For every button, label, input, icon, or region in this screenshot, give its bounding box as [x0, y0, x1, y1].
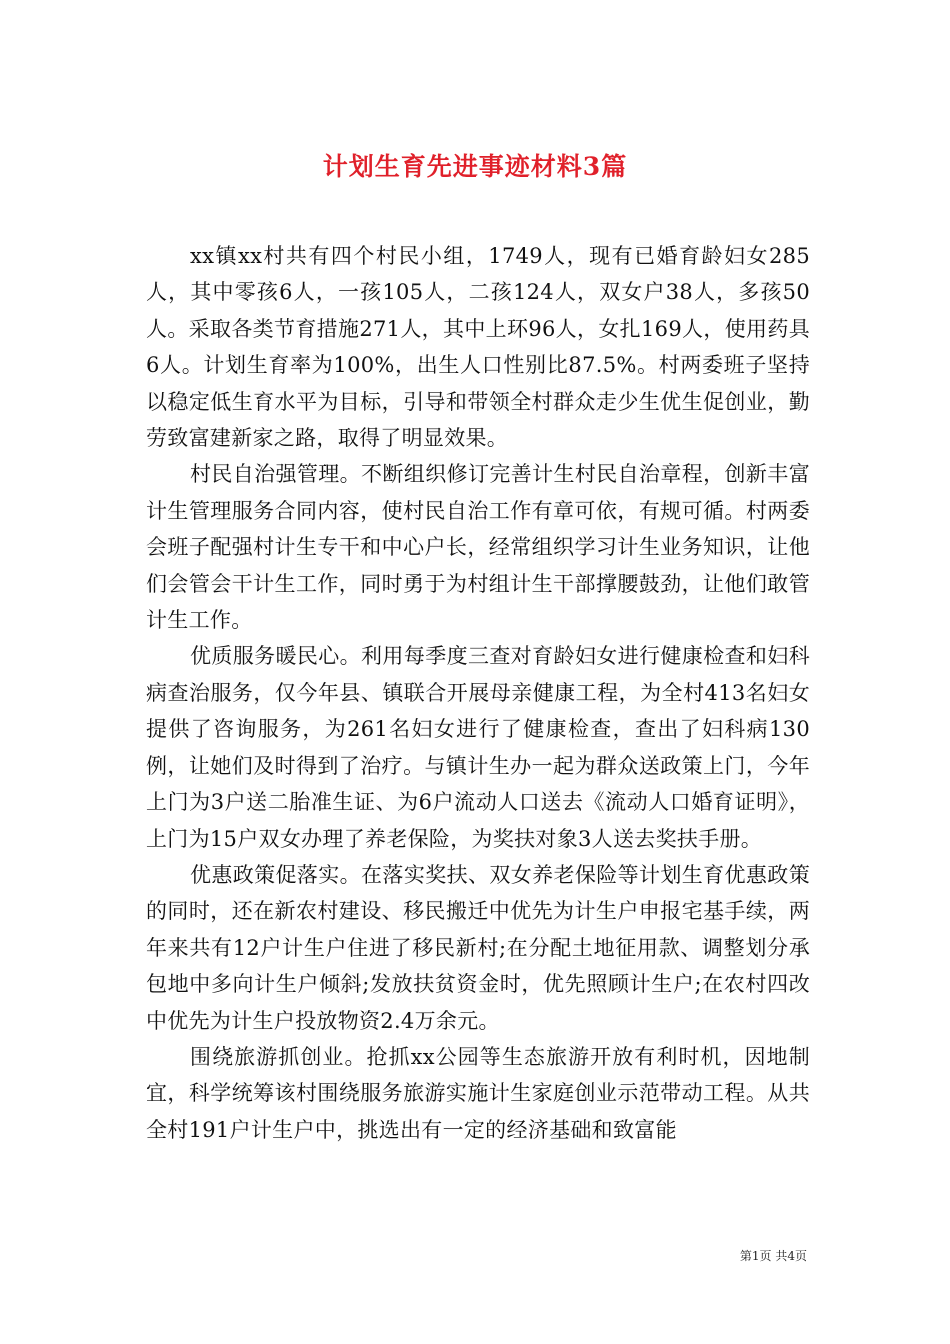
page-number: 第1页 共4页	[739, 1249, 807, 1263]
page-title: 计划生育先进事迹材料3篇	[322, 151, 628, 181]
paragraph-quality-service: 优质服务暖民心。利用每季度三查对育龄妇女进行健康检查和妇科病查治服务，仅今年县、镇联合开展母亲健康工程，为全村413名妇女提供了咨询服务，为261名妇女进行了健康检查，查出了妇科病130例，让她们及时得到了治疗。与镇计生办一起为群众送政策上门，今年上门为3户送二胎准生证、为6户流动人口送去《流动人口婚育证明》，上门为15户双女办理了养老保险，为奖扶对象3人送去奖扶手册。	[146, 644, 810, 851]
paragraph-tourism-entrepreneurship: 围绕旅游抓创业。抢抓xx公园等生态旅游开放有利时机，因地制宜，科学统筹该村围绕服务旅游实施计生家庭创业示范带动工程。从共全村191户计生户中，挑选出有一定的经济基础和致富能	[146, 1044, 810, 1142]
paragraph-village-autonomy: 村民自治强管理。不断组织修订完善计生村民自治章程，创新丰富计生管理服务合同内容，使村民自治工作有章可依，有规可循。村两委会班子配强村计生专干和中心户长，经常组织学习计生业务知识，让他们会管会干计生工作，同时勇于为村组计生干部撑腰鼓劲，让他们敢管计生工作。	[146, 462, 810, 633]
paragraph-preferential-policy: 优惠政策促落实。在落实奖扶、双女养老保险等计划生育优惠政策的同时，还在新农村建设、移民搬迁中优先为计生户申报宅基手续，两年来共有12户计生户住进了移民新村;在分配土地征用款、调整划分承包地中多向计生户倾斜;发放扶贫资金时，优先照顾计生户;在农村四改中优先为计生户投放物资2.4万余元。	[146, 862, 810, 1033]
paragraph-intro: xx镇xx村共有四个村民小组，1749人，现有已婚育龄妇女285人，其中零孩6人，一孩105人，二孩124人，双女户38人，多孩50人。采取各类节育措施271人，其中上环96人，女扎169人，使用药具6人。计划生育率为100%，出生人口性别比87.5%。村两委班子坚持以稳定低生育水平为目标，引导和带领全村群众走少生优生促创业，勤劳致富建新家之路，取得了明显效果。	[146, 244, 810, 451]
document-body	[146, 238, 810, 1148]
